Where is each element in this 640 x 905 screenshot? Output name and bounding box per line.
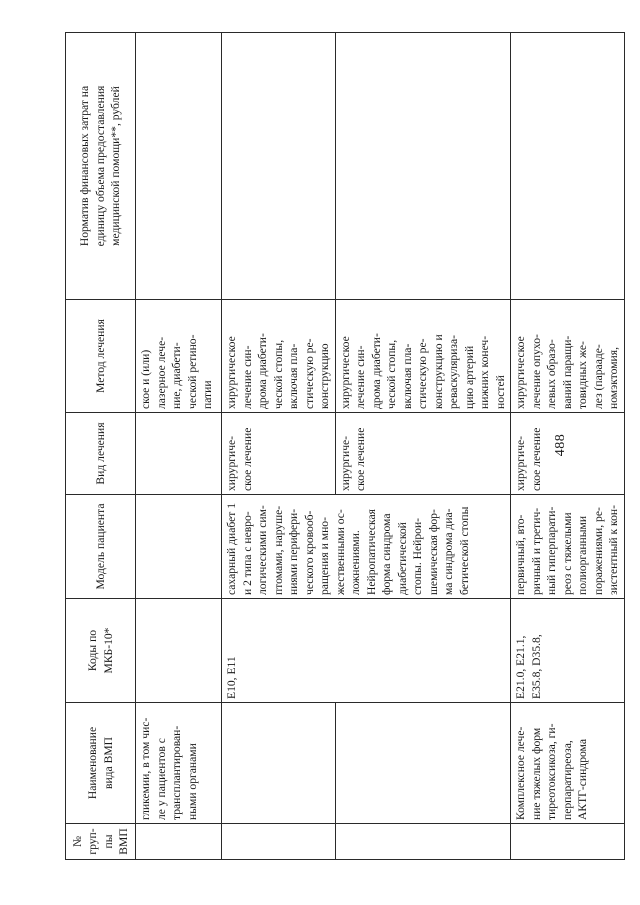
table-header-row — [66, 33, 136, 860]
cell-patient-model — [136, 495, 222, 599]
cell-treatment-method: хирургическое лечение опухо- левых образо- ваний паращи- товидных же- лез (парааде- номэктомия, — [511, 300, 625, 413]
table-row — [222, 33, 336, 860]
cell-icd-codes: E10, E11 — [222, 599, 511, 703]
cell-treatment-type — [136, 413, 222, 495]
cell-treatment-method: хирургическое лечение син- дрома диабети- ческой стопы, включая пла- стическую ре- конструкцию — [222, 300, 336, 413]
cell-treatment-type: хирургиче- ское лечение — [222, 413, 336, 495]
cell-treatment-method: ское и (или) лазерное лече- ние, диабети- ческой ретино- патии — [136, 300, 222, 413]
cell-icd-codes: E21.0, E21.1, E35.8, D35.8, — [511, 599, 625, 703]
header-vmp-name: Наименование вида ВМП — [66, 703, 136, 824]
header-treatment-method: Метод лечения — [66, 300, 136, 413]
header-group-number: № груп- пы ВМП — [66, 824, 136, 860]
cell-treatment-type: хирургиче- ское лечение — [335, 413, 511, 495]
cell-cost — [222, 33, 336, 300]
header-icd-codes: Коды по МКБ-10* — [66, 599, 136, 703]
cell-group — [222, 824, 336, 860]
cell-icd-codes — [136, 599, 222, 703]
cell-vmp-name: гликемии, в том чис- ле у пациентов с трансплантирован- ными органами — [136, 703, 222, 824]
table-row — [136, 33, 222, 860]
cell-vmp-name — [335, 703, 511, 824]
header-patient-model: Модель пациента — [66, 495, 136, 599]
header-cost-norm: Норматив финансовых затрат на единицу объема предоставления медицинской помощи**, рублей — [66, 33, 136, 300]
cell-vmp-name: Комплексное лече- ние тяжелых форм тиреотоксикоза, ги- перпаратиреоза, АКТГ-синдрома — [511, 703, 625, 824]
cell-group — [136, 824, 222, 860]
cell-cost — [335, 33, 511, 300]
cell-vmp-name — [222, 703, 336, 824]
table-row — [335, 33, 511, 860]
cell-group — [335, 824, 511, 860]
cell-treatment-type: хирургиче- ское лечение — [511, 413, 625, 495]
vmp-table — [65, 32, 625, 860]
rotated-page — [65, 30, 620, 860]
page-number: 488 — [553, 433, 568, 457]
cell-treatment-method: хирургическое лечение син- дрома диабети- ческой стопы, включая пла- стическую ре- конструкцию и реваскуляриза- цию артерий нижних конеч- ностей — [335, 300, 511, 413]
cell-patient-model: первичный, вто- ричный и третич- ный гиперпарати- реоз с тяжелыми полиорганными поражениями, ре- зистентный к кон- — [511, 495, 625, 599]
cell-cost — [136, 33, 222, 300]
header-treatment-type: Вид лечения — [66, 413, 136, 495]
cell-patient-model: сахарный диабет 1 и 2 типа с невро- логическими сим- птомами, наруше- ниями перифери- ческого кровооб- ращения и мно- жественными ос- ложнениями. Нейропатическая форма синдрома диабетической стопы. Нейрои- шемическая фор- ма синдрома диа- бетической стопы — [222, 495, 511, 599]
